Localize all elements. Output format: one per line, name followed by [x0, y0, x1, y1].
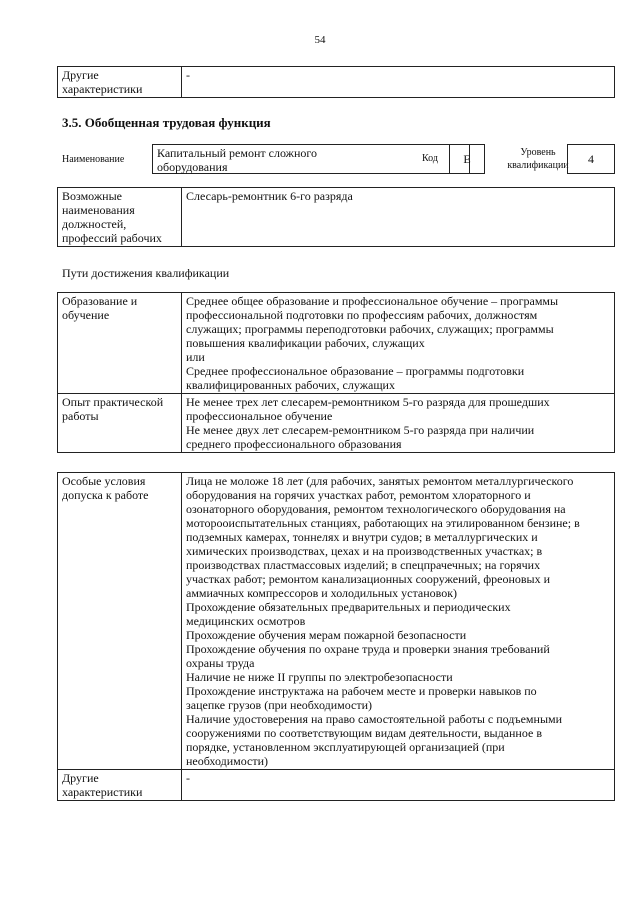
code-value: E	[449, 144, 485, 174]
education-label: Образование и обучение	[58, 293, 182, 394]
conditions-label: Особые условия допуска к работе	[58, 473, 182, 770]
education-table	[57, 292, 615, 453]
experience-row	[58, 394, 615, 453]
function-name-row	[57, 141, 615, 177]
paths-heading: Пути достижения квалификации	[62, 266, 230, 280]
conditions-value: Лица не моложе 18 лет (для рабочих, занятых ремонтом металлургического оборудования на горячих участках работ, ремонтом хлораторного и озонаторного оборудования, ремонтом технологического оборудования на моторооиспытательных станциях, работающих на этилированном бензине; в подземных камерах, тоннелях и внутри судов; в металлургических и химических производствах, цехах и на производственных участках; в производствах пластмассовых изделий; в спецпрачечных; на горячих участках работ; ремонтом канализационных сооружений, фреоновых и аммиачных компрессоров и холодильных установок) Прохождение обязательных предварительных и периодических медицинских осмотров Прохождение обучения мерам пожарной безопасности Прохождение обучения по охране труда и проверки знания требований охраны труда Наличие не ниже II группы по электробезопасности Прохождение инструктажа на рабочем месте и проверки навыков по зацепке грузов (при необходимости) Наличие удостоверения на право самостоятельной работы с подъемными сооружениями по соответствующим видам деятельности, выданное в порядке, установленном эксплуатирующей организацией (при необходимости)	[182, 473, 615, 770]
other-value: -	[182, 770, 615, 801]
positions-table	[57, 187, 615, 247]
education-row	[58, 293, 615, 394]
top-other-value: -	[182, 67, 615, 98]
name-label: Наименование	[62, 154, 125, 165]
page-number: 54	[314, 34, 326, 46]
conditions-table	[57, 472, 615, 801]
section-title: 3.5. Обобщенная трудовая функция	[62, 115, 271, 130]
positions-label: Возможные наименования должностей, профессий рабочих	[58, 188, 182, 247]
code-label: Код	[422, 153, 438, 164]
top-other-label: Другие характеристики	[58, 67, 182, 98]
experience-label: Опыт практической работы	[58, 394, 182, 453]
other-label: Другие характеристики	[58, 770, 182, 801]
name-value: Капитальный ремонт сложного оборудования	[152, 144, 470, 174]
positions-value: Слесарь-ремонтник 6-го разряда	[182, 188, 615, 247]
level-label: Уровень квалификации	[507, 147, 569, 171]
level-value: 4	[567, 144, 615, 174]
top-other-characteristics-table	[57, 66, 615, 98]
education-value: Среднее общее образование и профессиональное обучение – программы профессиональной подготовки по профессиям рабочих, должностям служащих; программы переподготовки рабочих, служащих; программы повышения квалификации рабочих, служащих или Среднее профессиональное образование – программы подготовки квалифицированных рабочих, служащих	[182, 293, 615, 394]
conditions-row	[58, 473, 615, 770]
other-row	[58, 770, 615, 801]
experience-value: Не менее трех лет слесарем-ремонтником 5-го разряда для прошедших профессиональное обучение Не менее двух лет слесарем-ремонтником 5-го разряда при наличии среднего профессионального образования	[182, 394, 615, 453]
